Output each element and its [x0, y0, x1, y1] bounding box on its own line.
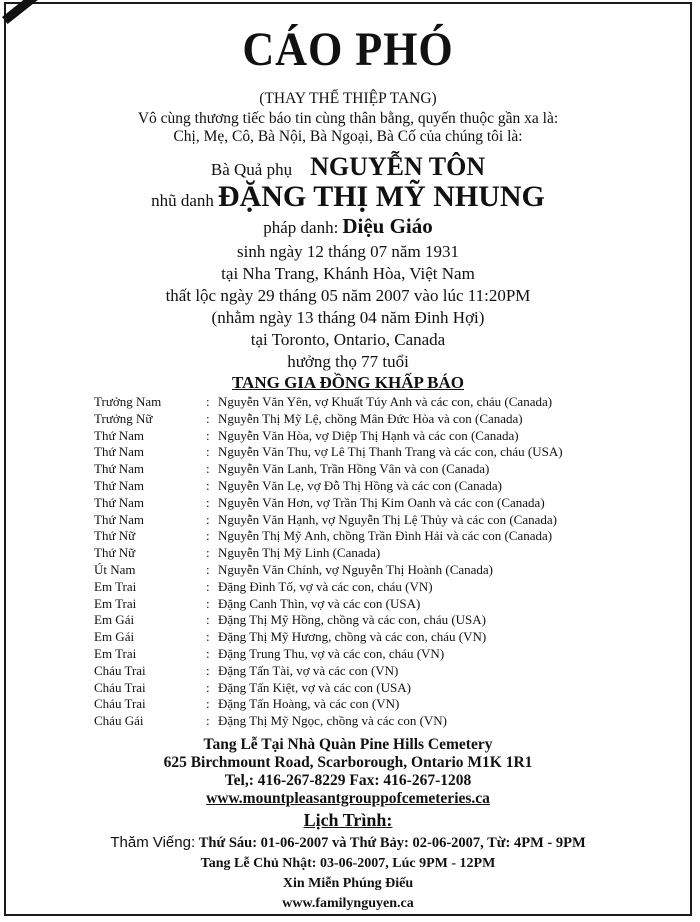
obituary-notice	[4, 2, 692, 916]
death-place: tại Toronto, Ontario, Canada	[250, 330, 446, 349]
relation-separator: :	[206, 394, 210, 409]
member-names: Đặng Trung Thu, vợ và các con, cháu (VN)	[218, 645, 445, 661]
family-member-row	[94, 428, 654, 445]
family-member-row	[94, 579, 654, 596]
relation-label: Cháu Trai	[94, 679, 146, 695]
relation-label: Thứ Nữ	[94, 545, 136, 561]
dharma-name: Diệu Giáo	[342, 214, 433, 238]
family-member-row	[94, 562, 654, 579]
family-member-row	[94, 663, 654, 680]
member-names: Nguyễn Văn Hơn, vợ Trần Thị Kim Oanh và các con (Canada)	[218, 494, 545, 510]
schedule-heading: Lịch Trình:	[303, 810, 393, 830]
family-member-row	[94, 629, 654, 646]
family-member-row	[94, 528, 654, 545]
husband-name: NGUYỄN TÔN	[310, 152, 486, 181]
funeral-address: 625 Birchmount Road, Scarborough, Ontario M1K 1R1	[163, 754, 533, 771]
relation-label: Cháu Gái	[94, 713, 144, 729]
relation-separator: :	[206, 444, 210, 460]
family-member-row	[94, 478, 654, 495]
member-names: Nguyễn Văn Chính, vợ Nguyễn Thị Hoành (Canada)	[218, 561, 494, 577]
relation-label: Thứ Nam	[94, 511, 145, 527]
relation-separator: :	[206, 461, 210, 477]
relation-separator: :	[206, 578, 210, 594]
relation-separator: :	[206, 629, 210, 645]
relation-separator: :	[206, 662, 210, 678]
relation-label: Trưởng Nam	[94, 394, 162, 409]
birth-date: sinh ngày 12 tháng 07 năm 1931	[237, 242, 459, 261]
family-member-row	[94, 680, 654, 697]
family-member-row	[94, 646, 654, 663]
member-names: Đặng Đình Tố, vợ và các con, cháu (VN)	[218, 578, 433, 594]
relation-separator: :	[206, 561, 210, 577]
member-names: Đặng Tấn Tài, vợ và các con (VN)	[218, 662, 399, 678]
relation-label: Thứ Nam	[94, 427, 145, 443]
relation-separator: :	[206, 595, 210, 611]
relation-separator: :	[206, 545, 210, 561]
death-date: thất lộc ngày 29 tháng 05 năm 2007 vào lúc 11:20PM	[165, 286, 531, 305]
family-member-row	[94, 394, 654, 411]
visitation-label: Thăm Viếng:	[110, 834, 196, 851]
dharma-line	[6, 214, 690, 239]
family-member-row	[94, 596, 654, 613]
family-member-row	[94, 713, 654, 730]
family-member-row	[94, 461, 654, 478]
member-names: Nguyễn Thị Mỹ Linh (Canada)	[218, 545, 381, 561]
family-member-row	[94, 444, 654, 461]
maiden-prefix: nhũ danh	[151, 191, 214, 210]
family-website-link[interactable]: www.familynguyen.ca	[282, 896, 414, 911]
relation-separator: :	[206, 477, 210, 493]
relation-separator: :	[206, 612, 210, 628]
family-member-row	[94, 696, 654, 713]
age: hưởng thọ 77 tuổi	[287, 352, 409, 371]
relation-separator: :	[206, 713, 210, 729]
member-names: Nguyễn Văn Lanh, Trần Hồng Vân và con (Canada)	[218, 461, 490, 477]
deceased-maiden-line	[6, 180, 690, 214]
lunar-date: (nhằm ngày 13 tháng 04 năm Đinh Hợi)	[211, 308, 485, 327]
family-member-row	[94, 512, 654, 529]
intro-line-1: Vô cùng thương tiếc báo tin cùng thân bằng, quyến thuộc gần xa là:	[137, 110, 559, 127]
relation-label: Em Trai	[94, 645, 137, 661]
relation-label: Em Gái	[94, 629, 135, 645]
relation-label: Thứ Nam	[94, 477, 145, 493]
relation-label: Thứ Nam	[94, 461, 145, 477]
member-names: Đặng Thị Mỹ Ngọc, chồng và các con (VN)	[218, 713, 447, 729]
member-names: Đặng Thị Mỹ Hồng, chồng và các con, cháu (USA)	[218, 612, 486, 628]
member-names: Nguyễn Văn Thu, vợ Lê Thị Thanh Trang và các con, cháu (USA)	[218, 444, 563, 460]
widow-prefix: Bà Quả phụ	[210, 160, 293, 179]
member-names: Nguyễn Thị Mỹ Lệ, chồng Mân Đức Hòa và con (Canada)	[218, 410, 523, 426]
relation-label: Cháu Trai	[94, 696, 146, 712]
cemetery-website-link[interactable]: www.mountpleasantgrouppofcemeteries.ca	[206, 790, 490, 807]
member-names: Đặng Thị Mỹ Hương, chồng và các con, cháu (VN)	[218, 629, 487, 645]
relation-label: Thứ Nam	[94, 444, 145, 460]
relation-separator: :	[206, 645, 210, 661]
relation-label: Em Gái	[94, 612, 135, 628]
page-title: CÁO PHÓ	[242, 23, 454, 76]
subtitle: (THAY THẾ THIỆP TANG)	[259, 90, 437, 107]
birth-place: tại Nha Trang, Khánh Hòa, Việt Nam	[221, 264, 475, 283]
mourning-ribbon	[2, 0, 156, 24]
family-member-row	[94, 411, 654, 428]
visitation-times: Thứ Sáu: 01-06-2007 và Thứ Bảy: 02-06-2007, Từ: 4PM - 9PM	[198, 835, 586, 851]
relation-separator: :	[206, 427, 210, 443]
relation-separator: :	[206, 494, 210, 510]
member-names: Nguyễn Văn Hạnh, vợ Nguyễn Thị Lệ Thủy và các con (Canada)	[218, 511, 557, 527]
no-flowers-note: Xin Miễn Phúng Điếu	[282, 876, 414, 891]
relation-label: Thứ Nam	[94, 494, 145, 510]
member-names: Nguyễn Thị Mỹ Anh, chồng Trần Đình Hải và các con (Canada)	[218, 528, 553, 544]
funeral-time: Tang Lễ Chủ Nhật: 03-06-2007, Lúc 9PM - 12PM	[200, 856, 496, 871]
visitation-line	[6, 834, 690, 852]
relation-separator: :	[206, 679, 210, 695]
family-member-row	[94, 545, 654, 562]
relation-label: Út Nam	[94, 561, 136, 577]
funeral-home: Tang Lễ Tại Nhà Quàn Pine Hills Cemetery	[203, 736, 493, 753]
relation-label: Em Trai	[94, 595, 137, 611]
family-list	[94, 394, 654, 730]
maiden-name: ĐẶNG THỊ MỸ NHUNG	[217, 180, 545, 213]
family-heading: TANG GIA ĐỒNG KHẤP BÁO	[231, 373, 465, 392]
relation-label: Thứ Nữ	[94, 528, 136, 544]
deceased-widow-line	[6, 152, 690, 182]
relation-label: Em Trai	[94, 578, 137, 594]
relation-separator: :	[206, 410, 210, 426]
member-names: Đặng Tấn Hoàng, và các con (VN)	[218, 696, 400, 712]
relation-separator: :	[206, 696, 210, 712]
relation-label: Cháu Trai	[94, 662, 146, 678]
phone-fax: Tel,: 416-267-8229 Fax: 416-267-1208	[224, 772, 472, 789]
dharma-prefix: pháp danh:	[263, 218, 339, 237]
relation-label: Trưởng Nữ	[94, 410, 153, 426]
member-names: Nguyễn Văn Yên, vợ Khuất Túy Anh và các con, cháu (Canada)	[218, 394, 553, 409]
family-member-row	[94, 612, 654, 629]
family-member-row	[94, 495, 654, 512]
relation-separator: :	[206, 528, 210, 544]
member-names: Đặng Canh Thìn, vợ và các con (USA)	[218, 595, 421, 611]
member-names: Nguyễn Văn Lẹ, vợ Đỗ Thị Hồng và các con (Canada)	[218, 477, 503, 493]
member-names: Đặng Tấn Kiệt, vợ và các con (USA)	[218, 679, 411, 695]
relation-separator: :	[206, 511, 210, 527]
member-names: Nguyễn Văn Hòa, vợ Diệp Thị Hạnh và các con (Canada)	[218, 427, 519, 443]
intro-line-2: Chị, Mẹ, Cô, Bà Nội, Bà Ngoại, Bà Cố của chúng tôi là:	[173, 128, 523, 145]
